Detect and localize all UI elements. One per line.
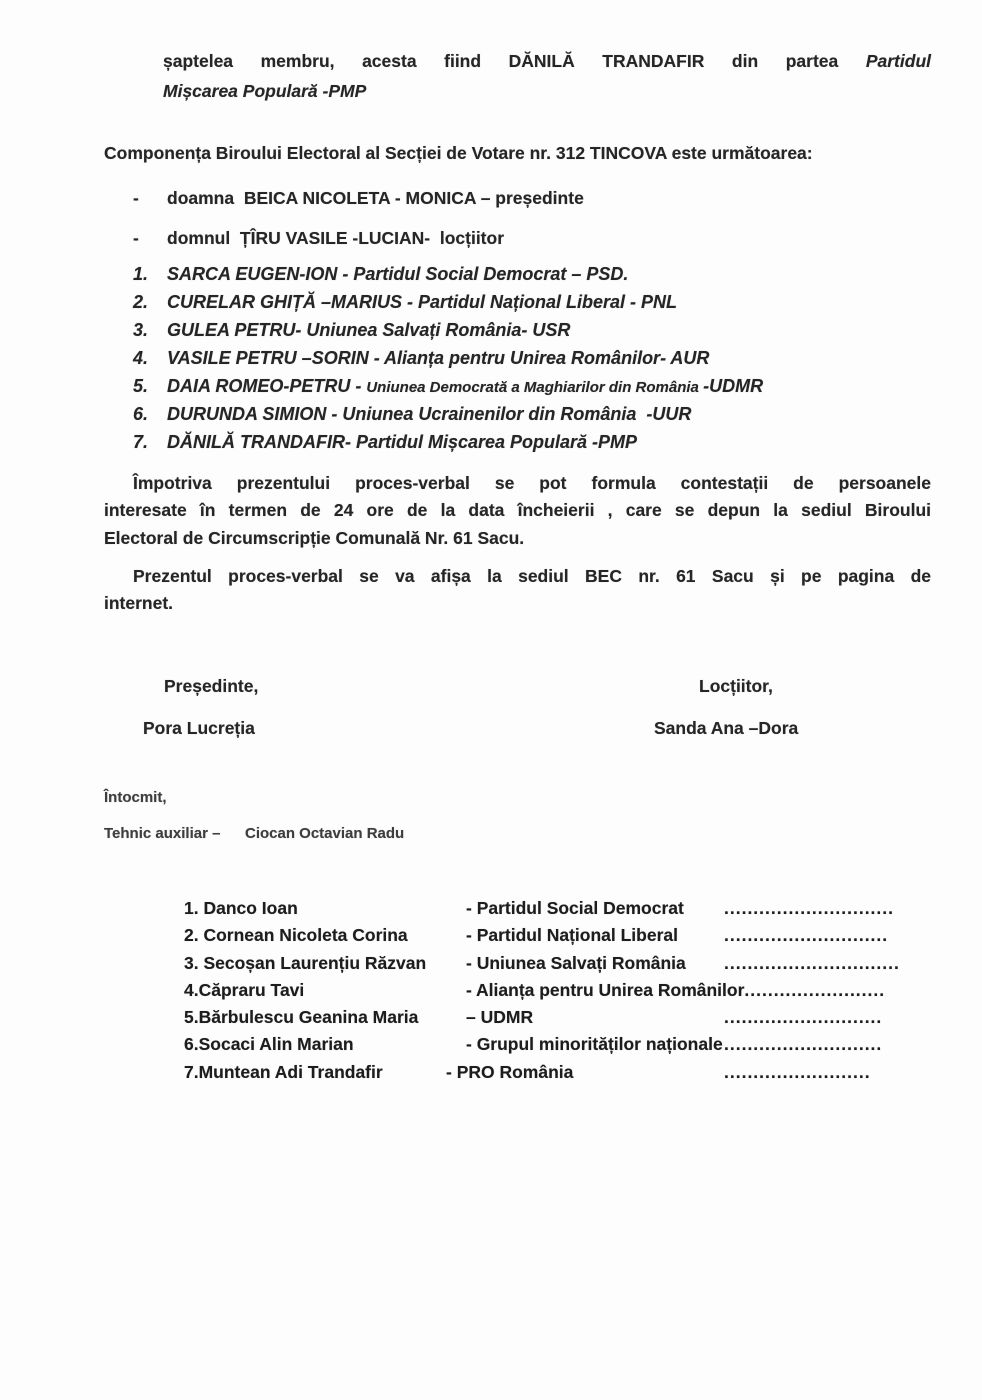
member-item bbox=[133, 292, 963, 320]
roster-signature-dots: .............................. bbox=[724, 952, 900, 973]
intro-line-2: Mișcarea Populară -PMP bbox=[163, 81, 367, 101]
signature-title-president: Președinte, bbox=[164, 676, 259, 696]
roster-signature-dots: ........................... bbox=[724, 1007, 883, 1028]
member-item bbox=[133, 376, 963, 404]
member-text: VASILE PETRU –SORIN - Alianța pentru Unirea Românilor- AUR bbox=[167, 348, 710, 368]
prepared-by-label: Întocmit, bbox=[104, 789, 167, 806]
member-text-small: Uniunea Democrată a Maghiarilor din România bbox=[366, 379, 704, 396]
roster-signature-dots: ........................ bbox=[744, 979, 886, 1000]
paragraph-intro bbox=[163, 46, 931, 106]
roster-name: 6.Socaci Alin Marian bbox=[184, 1034, 354, 1055]
member-number: 6. bbox=[133, 404, 149, 424]
roster-party: – UDMR bbox=[466, 1007, 534, 1028]
member-item bbox=[133, 348, 963, 376]
official-text: domnul ȚÎRU VASILE -LUCIAN- locțiitor bbox=[167, 228, 505, 248]
roster-signature-dots: ......................... bbox=[724, 1061, 871, 1082]
roster-table bbox=[184, 898, 944, 1089]
roster-row bbox=[184, 925, 944, 952]
roster-signature-dots: ............................ bbox=[724, 925, 889, 946]
roster-row bbox=[184, 953, 944, 980]
official-item-deputy bbox=[133, 228, 953, 249]
publication-line-2: internet. bbox=[104, 593, 174, 614]
roster-name: 7.Muntean Adi Trandafir bbox=[184, 1061, 383, 1082]
roster-signature-dots: ........................... bbox=[724, 1034, 883, 1055]
member-text: SARCA EUGEN-ION - Partidul Social Democrat – PSD. bbox=[167, 264, 629, 284]
dash-marker: - bbox=[133, 188, 139, 208]
official-text: doamna BEICA NICOLETA - MONICA – președinte bbox=[167, 188, 584, 208]
prepared-by-role: Tehnic auxiliar – bbox=[104, 825, 221, 842]
member-text: DURUNDA SIMION - Uniunea Ucrainenilor din România -UUR bbox=[167, 404, 692, 424]
member-item bbox=[133, 320, 963, 348]
prepared-by-name: Ciocan Octavian Radu bbox=[245, 825, 405, 842]
contest-line-3: Electoral de Circumscripție Comunală Nr. 61 Sacu. bbox=[104, 527, 525, 548]
member-number: 7. bbox=[133, 432, 149, 452]
contest-line-2: interesate în termen de 24 ore de la data încheierii , care se depun la sediul Biroului bbox=[104, 500, 931, 521]
roster-name: 3. Secoșan Laurențiu Răzvan bbox=[184, 952, 427, 973]
roster-party: - Partidul Național Liberal bbox=[466, 925, 678, 946]
paragraph-contestation bbox=[104, 470, 931, 552]
member-number: 1. bbox=[133, 264, 149, 284]
roster-row bbox=[184, 980, 944, 1007]
roster-name: 5.Bărbulescu Geanina Maria bbox=[184, 1007, 419, 1028]
member-number: 2. bbox=[133, 292, 149, 312]
section-heading: Componența Biroului Electoral al Secției de Votare nr. 312 TINCOVA este următoarea: bbox=[104, 143, 813, 163]
roster-name: 2. Cornean Nicoleta Corina bbox=[184, 925, 408, 946]
roster-row bbox=[184, 1034, 944, 1061]
intro-line-1 bbox=[163, 46, 931, 76]
publication-line-1: Prezentul proces-verbal se va afișa la sediul BEC nr. 61 Sacu și pe pagina de bbox=[133, 566, 931, 586]
roster-name: 1. Danco Ioan bbox=[184, 898, 298, 918]
signature-name-president: Pora Lucreția bbox=[143, 718, 255, 738]
roster-name: 4.Căpraru Tavi bbox=[184, 979, 305, 1000]
member-number: 4. bbox=[133, 348, 149, 368]
roster-row bbox=[184, 1062, 944, 1089]
prepared-by-row bbox=[104, 825, 404, 842]
dash-marker: - bbox=[133, 228, 139, 248]
member-item bbox=[133, 264, 963, 292]
roster-party: - Alianța pentru Unirea Românilor bbox=[466, 979, 745, 1000]
contest-line-1: Împotriva prezentului proces-verbal se pot formula contestații de persoanele bbox=[133, 473, 931, 493]
signature-name-deputy: Sanda Ana –Dora bbox=[654, 718, 799, 738]
roster-party: - Partidul Social Democrat bbox=[466, 898, 684, 918]
roster-party: - PRO România bbox=[446, 1061, 574, 1082]
signature-title-deputy: Locțiitor, bbox=[699, 676, 773, 696]
member-number: 3. bbox=[133, 320, 149, 340]
roster-row bbox=[184, 898, 944, 925]
roster-party: - Uniunea Salvați România bbox=[466, 952, 686, 973]
member-text-suffix: -UDMR bbox=[703, 376, 764, 396]
roster-row bbox=[184, 1007, 944, 1034]
roster-signature-dots: ............................. bbox=[724, 898, 894, 918]
member-list bbox=[133, 264, 963, 460]
member-item bbox=[133, 432, 963, 460]
member-number: 5. bbox=[133, 376, 149, 396]
roster-party: - Grupul minorităților naționale bbox=[466, 1034, 723, 1055]
paragraph-publication bbox=[104, 563, 931, 618]
member-text: DĂNILĂ TRANDAFIR- Partidul Mișcarea Populară -PMP bbox=[167, 432, 638, 452]
intro-line-1-text: șaptelea membru, acesta fiind DĂNILĂ TRANDAFIR din partea bbox=[163, 51, 839, 71]
member-item bbox=[133, 404, 963, 432]
member-text: CURELAR GHIȚĂ –MARIUS - Partidul Național Liberal - PNL bbox=[167, 292, 678, 312]
official-item-president bbox=[133, 188, 953, 209]
intro-party-name-start: Partidul bbox=[865, 51, 931, 71]
member-text: DAIA ROMEO-PETRU - bbox=[167, 376, 367, 396]
member-text: GULEA PETRU- Uniunea Salvați România- USR bbox=[167, 320, 571, 340]
